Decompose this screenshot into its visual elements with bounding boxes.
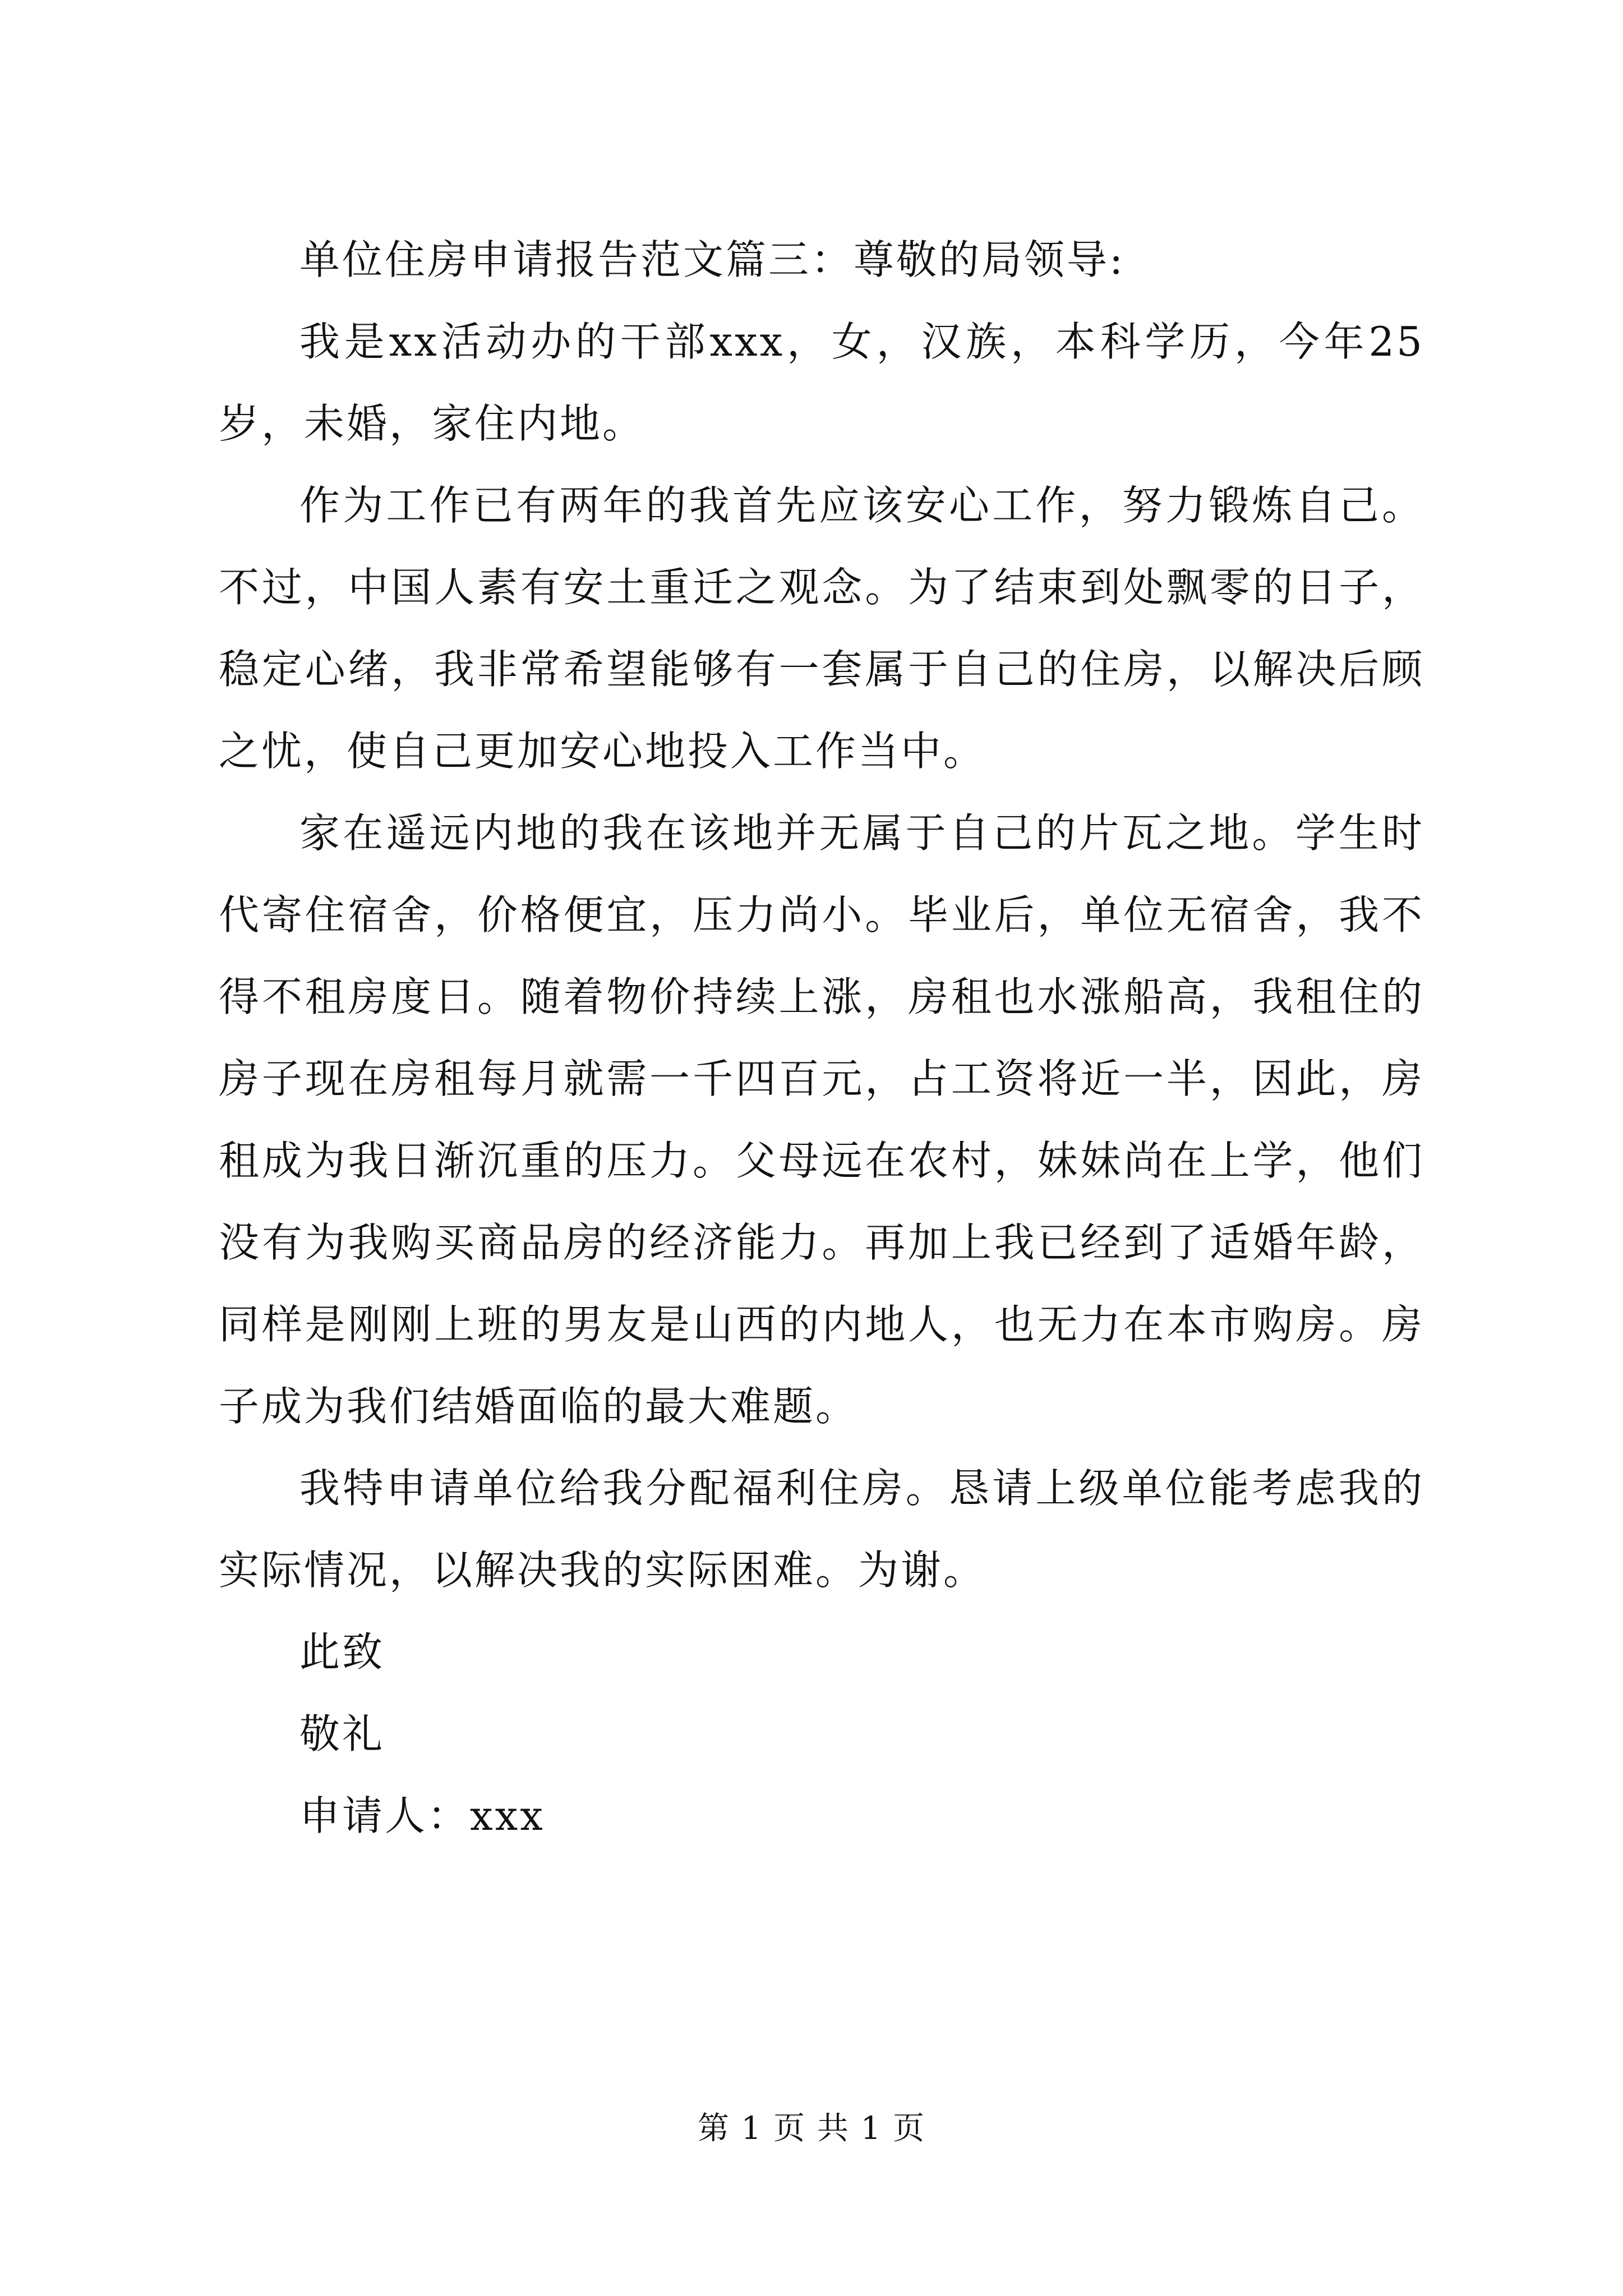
paragraph-self-introduction: 我是xx活动办的干部xxx，女，汉族，本科学历，今年25岁，未婚，家住内地。 (219, 318, 1424, 447)
paragraph-reason-stability: 作为工作已有两年的我首先应该安心工作，努力锻炼自己。不过，中国人素有安土重迁之观念。为了结束到处飘零的日子，稳定心绪，我非常希望能够有一套属于自己的住房，以解决后顾之忧，使自己更加安心地投入工作当中。 (219, 482, 1424, 775)
closing-line-jingli: 敬礼 (299, 1710, 385, 1757)
closing-line-cizhi: 此致 (299, 1628, 385, 1676)
document-body (219, 219, 1424, 1857)
paragraph-housing-difficulty: 家在遥远内地的我在该地并无属于自己的片瓦之地。学生时代寄住宿舍，价格便宜，压力尚小。毕业后，单位无宿舍，我不得不租房度日。随着物价持续上涨，房租也水涨船高，我租住的房子现在房租每月就需一千四百元，占工资将近一半，因此，房租成为我日渐沉重的压力。父母远在农村，妹妹尚在上学，他们没有为我购买商品房的经济能力。再加上我已经到了适婚年龄，同样是刚刚上班的男友是山西的内地人，也无力在本市购房。房子成为我们结婚面临的最大难题。 (219, 809, 1424, 1430)
page-footer: 第 1 页 共 1 页 (697, 2110, 926, 2147)
paragraph-request: 我特申请单位给我分配福利住房。恳请上级单位能考虑我的实际情况，以解决我的实际困难。为谢。 (219, 1465, 1424, 1594)
paragraph-title-greeting: 单位住房申请报告范文篇三：尊敬的局领导: (299, 236, 1126, 283)
signature-applicant: 申请人：xxx (299, 1792, 545, 1839)
